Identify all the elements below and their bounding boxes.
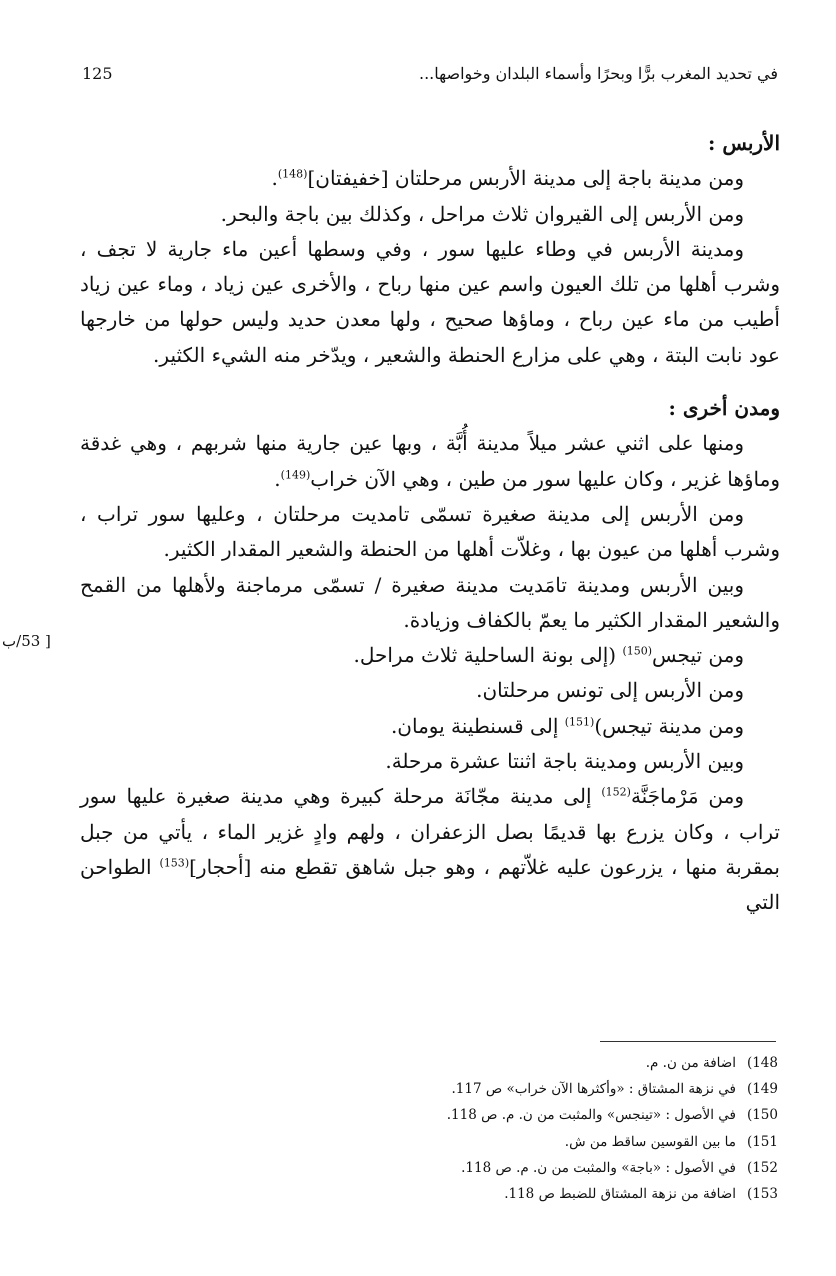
footnote-ref: (153) — [159, 856, 190, 870]
paragraph: وبين الأربس ومدينة باجة اثنتا عشرة مرحلة. — [385, 749, 744, 774]
footnote-ref: (148) — [277, 167, 308, 181]
footnote-ref: (152) — [601, 785, 631, 799]
paragraph: ومن تيجس$^{(150)}$ (إلى بونة الساحلية ثلاث مراحل. — [353, 643, 744, 668]
running-header — [82, 58, 778, 88]
footnote: (151 ما بين القوسين ساقط من ش. — [564, 1133, 778, 1150]
main-text — [80, 126, 780, 921]
paragraph: ومن مَرْماجَنَّة$^{(152)}$ إلى مدينة مجّانَة مرحلة كبيرة وهي مدينة صغيرة عليها سور تراب ، وكان يزرع بها قديمًا بصل الزعفران ، ولهم وادٍ غزير الماء ، يأتي من جبل بمقربة منها ، يزرعون عليه غلاّتهم ، وهو جبل شاهق تقطع منه [أحجار]$^{(153)}$ الطواحن التي — [80, 784, 780, 915]
paragraph: ومن مدينة باجة إلى مدينة الأربس مرحلتان [خفيفتان]$^{(148)}$. — [271, 166, 744, 191]
running-title: في تحديد المغرب برًّا وبحرًا وأسماء البلدان وخواصها... — [419, 63, 778, 83]
section-heading-arbas: الأربس : — [707, 131, 780, 155]
footnote-ref: (151) — [564, 715, 595, 729]
page-number: 125 — [82, 63, 113, 83]
footnote: (152 في الأصول : «باجة» والمثبت من ن. م. ص 118. — [461, 1159, 778, 1176]
footnote-ref: (150) — [622, 644, 653, 658]
footnote: (148 اضافة من ن. م. — [645, 1055, 778, 1071]
footnote: (153 اضافة من نزهة المشتاق للضبط ص 118. — [504, 1186, 778, 1203]
paragraph: ومنها على اثني عشر ميلاً مدينة أُبَّة ، وبها عين جارية منها شربهم ، وهي غدقة وماؤها غزير ، وكان عليها سور من طين ، وهي الآن خراب$^{(149)}$. — [80, 431, 780, 491]
paragraph: ومن الأربس إلى القيروان ثلاث مراحل ، وكذلك بين باجة والبحر. — [220, 201, 744, 226]
footnote-divider — [600, 1041, 776, 1042]
paragraph: ومدينة الأربس في وطاء عليها سور ، وفي وسطها أعين ماء جارية لا تجف ، وشرب أهلها من تلك العيون واسم عين منها رباح ، والأخرى عين زياد ، وماء عين زياد أطيب من ماء عين رباح ، وماؤها صحيح ، ولها معدن حديد وليس حولها من خارجها عود نابت البتة ، وهي على مزارع الحنطة والشعير ، ويدّخر منه الشيء الكثير. — [80, 236, 780, 367]
footnote: (149 في نزهة المشتاق : «وأكثرها الآن خراب» ص 117. — [451, 1081, 778, 1098]
margin-folio-note: [ 53/ب — [2, 632, 51, 650]
paragraph: ومن الأربس إلى تونس مرحلتان. — [476, 678, 744, 703]
paragraph: ومن الأربس إلى مدينة صغيرة تسمّى تامديت مرحلتان ، وعليها سور تراب ، وشرب أهلها من عيون بها ، وغلاّت أهلها من الحنطة والشعير المقدار الكثير. — [80, 501, 780, 562]
footnote-ref: (149) — [280, 468, 311, 482]
section-heading-other-cities: ومدن أخرى : — [668, 396, 780, 421]
paragraph: وبين الأربس ومدينة تامَديت مدينة صغيرة / تسمّى مرماجنة ولأهلها من القمح والشعير المقدار الكثير ما يعمّ بالكفاف وزيادة. — [80, 572, 780, 632]
paragraph: ومن مدينة تيجس)$^{(151)}$ إلى قسنطينة يومان. — [390, 713, 744, 738]
footnote: (150 في الأصول : «تينجس» والمثبت من ن. م. ص 118. — [446, 1107, 778, 1124]
footnotes — [200, 1050, 778, 1207]
